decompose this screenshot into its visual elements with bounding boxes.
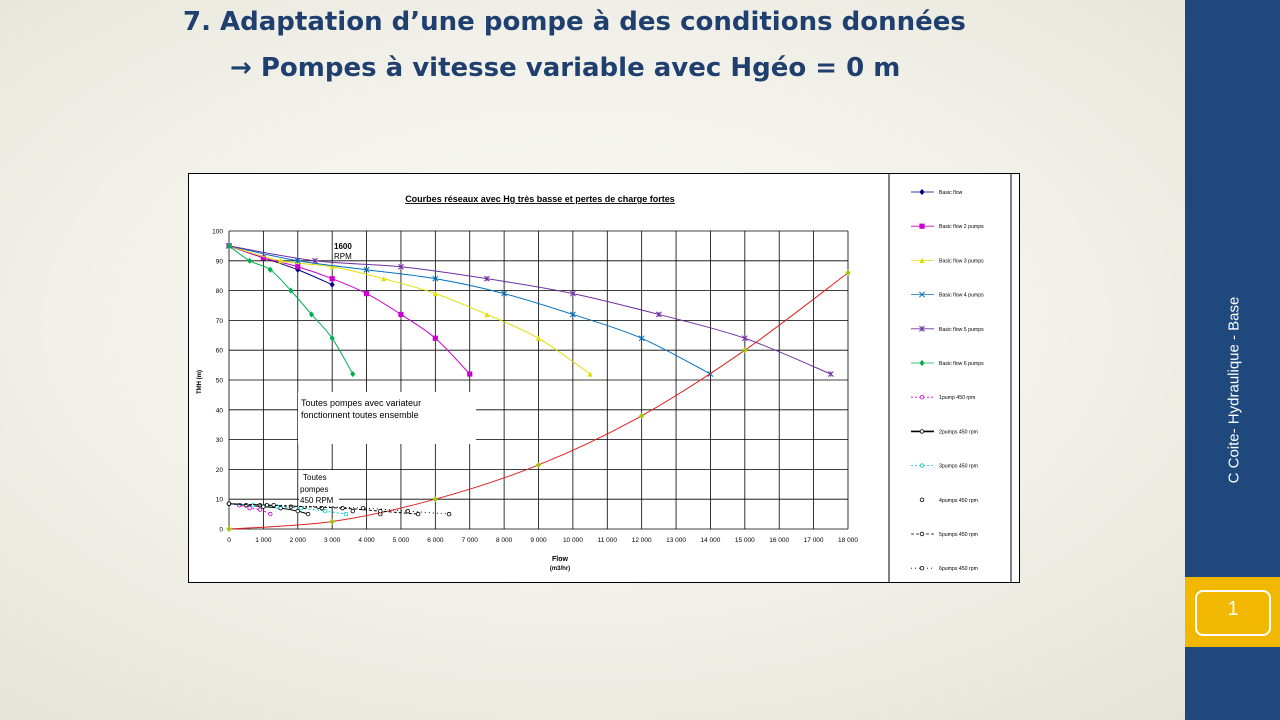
series-basic-flow-5-pumps: [226, 243, 833, 376]
x-axis-label: Flow: [552, 556, 568, 563]
data-point: [272, 503, 276, 507]
x-tick-label: 1 000: [255, 537, 272, 544]
x-tick-label: 12 000: [631, 537, 652, 544]
x-tick-label: 11 000: [597, 537, 617, 544]
data-point: [536, 336, 541, 341]
chart-title: Courbes réseaux avec Hg très basse et pertes de charge fortes: [405, 194, 675, 204]
y-tick-label: 40: [215, 407, 223, 415]
x-tick-label: 6 000: [427, 537, 444, 544]
y-tick-label: 20: [215, 466, 223, 474]
data-point: [845, 270, 850, 276]
slide-title: 7. Adaptation d’une pompe à des conditions données: [183, 7, 966, 37]
slide-subtitle: → Pompes à vitesse variable avec Hgéo = 0 m: [230, 53, 901, 83]
low-speed-label-line2: pompes: [300, 485, 329, 494]
data-point: [919, 360, 924, 366]
legend-item: [911, 464, 978, 470]
y-tick-label: 0: [219, 526, 223, 534]
data-point: [920, 430, 924, 434]
data-point: [919, 224, 924, 229]
series-line: [229, 246, 470, 374]
legend-item: [920, 498, 978, 504]
x-tick-label: 7 000: [461, 537, 478, 544]
y-tick-label: 60: [215, 347, 223, 355]
data-point: [919, 189, 924, 195]
data-point: [330, 518, 335, 524]
x-tick-label: 3 000: [324, 537, 341, 544]
data-point: [268, 267, 273, 273]
legend-item: [911, 224, 984, 231]
data-point: [398, 312, 403, 317]
data-point: [247, 258, 252, 264]
legend-label: 3pumps 450 rpm: [939, 463, 978, 470]
x-tick-label: 9 000: [530, 537, 547, 544]
page-number: 1: [1227, 598, 1239, 620]
x-tick-label: 14 000: [700, 537, 721, 544]
legend-label: Basic flow 5 pumps: [939, 326, 984, 333]
data-point: [467, 371, 472, 376]
x-tick-label: 0: [227, 537, 231, 544]
data-point: [406, 509, 410, 513]
legend-item: [911, 360, 984, 367]
annotation-box-line2: fonctionnent toutes ensemble: [301, 410, 419, 420]
legend-label: Basic flow 6 pumps: [939, 361, 984, 367]
data-point: [742, 336, 747, 341]
x-tick-label: 16 000: [769, 537, 790, 544]
y-tick-label: 10: [215, 496, 223, 504]
data-point: [268, 512, 272, 516]
x-tick-label: 2 000: [289, 537, 306, 544]
chart-svg: [189, 174, 1019, 582]
data-point: [344, 512, 348, 516]
data-point: [920, 498, 924, 502]
legend-label: 4pumps 450 rpm: [939, 497, 978, 504]
data-point: [323, 509, 327, 513]
legend: [911, 189, 984, 572]
data-point: [295, 264, 300, 269]
data-point: [920, 532, 924, 536]
legend-item: [911, 326, 984, 333]
data-point: [447, 512, 451, 516]
data-point: [484, 312, 489, 317]
data-point: [536, 462, 541, 468]
data-point: [306, 512, 310, 516]
rpm-1600-label-line1: 1600: [334, 242, 352, 251]
data-point: [920, 395, 924, 399]
data-point: [258, 508, 262, 512]
legend-label: 5pumps 450 rpm: [939, 532, 978, 538]
y-tick-label: 100: [212, 228, 223, 236]
y-tick-label: 30: [215, 437, 223, 445]
data-point: [296, 509, 300, 513]
legend-label: 1pump 450 rpm: [939, 395, 976, 402]
legend-label: Basic flow: [939, 190, 963, 196]
legend-label: 6pumps 450 rpm: [939, 566, 978, 573]
data-point: [433, 336, 438, 341]
x-tick-label: 17 000: [803, 537, 824, 544]
data-point: [416, 512, 420, 516]
legend-item: [911, 429, 978, 435]
legend-item: [911, 395, 975, 401]
data-point: [379, 509, 383, 513]
legend-item: [911, 189, 963, 196]
data-point: [361, 506, 365, 510]
sidebar-author-text: C Coite- Hydraulique - Base: [1225, 296, 1243, 484]
data-point: [639, 413, 644, 419]
legend-item: [911, 566, 978, 572]
x-tick-label: 13 000: [666, 537, 687, 544]
x-axis-unit: (m3/hr): [549, 566, 571, 572]
low-speed-label-line3: 450 RPM: [300, 496, 334, 505]
data-point: [920, 566, 924, 570]
rpm-1600-label-line2: RPM: [334, 252, 352, 261]
x-tick-label: 15 000: [734, 537, 755, 544]
x-tick-label: 18 000: [838, 537, 858, 544]
legend-label: 2pumps 450 rpm: [939, 429, 978, 436]
data-point: [226, 526, 231, 532]
y-axis-label: TMH (m): [197, 370, 203, 394]
y-tick-label: 80: [215, 288, 223, 296]
series-line: [229, 246, 590, 374]
data-point: [248, 506, 252, 510]
legend-label: Basic flow 3 pumps: [939, 258, 984, 265]
data-point: [227, 502, 231, 506]
data-point: [351, 509, 355, 513]
annotation-box-line1: Toutes pompes avec variateur: [301, 398, 422, 408]
chart-frame: [188, 173, 1020, 583]
legend-label: Basic flow 4 pumps: [939, 292, 984, 299]
x-tick-label: 5 000: [392, 537, 410, 544]
x-tick-label: 4 000: [358, 537, 375, 544]
low-speed-label-line1: Toutes: [303, 473, 327, 482]
data-point: [828, 371, 833, 376]
legend-item: [911, 532, 978, 538]
data-point: [742, 347, 747, 353]
legend-label: Basic flow 2 pumps: [939, 224, 984, 231]
data-point: [364, 291, 369, 296]
series-basic-flow-3-pumps: [226, 243, 592, 376]
y-tick-label: 70: [215, 317, 223, 325]
y-tick-label: 90: [215, 258, 223, 266]
data-point: [433, 291, 438, 296]
data-point: [330, 282, 335, 288]
data-point: [330, 276, 335, 281]
data-point: [920, 464, 924, 468]
x-tick-label: 10 000: [562, 537, 583, 544]
data-point: [433, 496, 438, 502]
legend-item: [911, 258, 984, 265]
y-tick-label: 50: [215, 377, 223, 385]
x-tick-label: 8 000: [495, 537, 513, 544]
legend-item: [911, 292, 984, 299]
data-point: [350, 371, 355, 377]
